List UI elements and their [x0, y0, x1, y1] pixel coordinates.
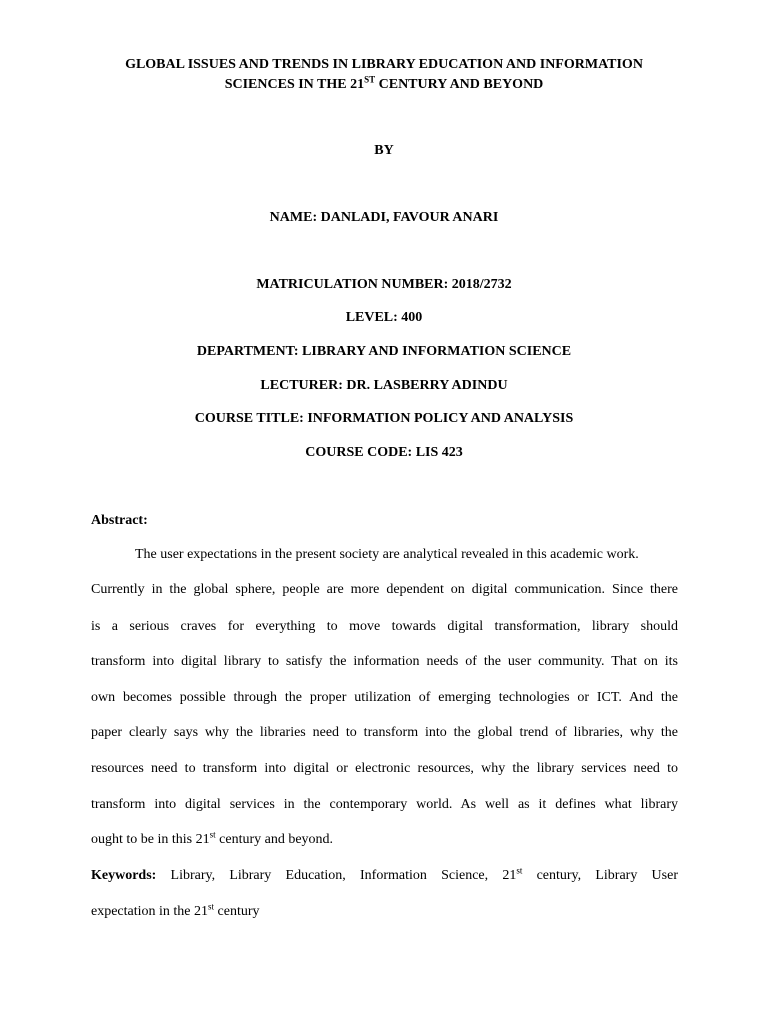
abstract-line: Currently in the global sphere, people are more dependent on digital communication. Since there: [91, 582, 678, 597]
keywords-line: [91, 866, 678, 886]
level: LEVEL: 400: [345, 310, 423, 325]
abstract-last-tail: century and beyond.: [215, 832, 334, 847]
lecturer: LECTURER: DR. LASBERRY ADINDU: [260, 378, 508, 393]
keywords-line-2-text: expectation in the 21: [91, 904, 209, 919]
abstract-heading: Abstract:: [91, 513, 148, 528]
title-line-2-tail: CENTURY AND BEYOND: [375, 77, 544, 92]
keywords-text: Library, Library Education, Information Science, 21: [156, 868, 517, 883]
keywords-line-2: [91, 902, 678, 922]
document-title: [0, 55, 768, 95]
abstract-line: own becomes possible through the proper utilization of emerging technologies or ICT. And the: [91, 690, 678, 705]
by-label: BY: [374, 143, 394, 158]
course-title: COURSE TITLE: INFORMATION POLICY AND ANALYSIS: [194, 411, 574, 426]
keywords-label: Keywords:: [91, 868, 157, 883]
title-superscript: ST: [364, 74, 376, 85]
keywords-superscript: st: [516, 865, 523, 876]
title-line-1: GLOBAL ISSUES AND TRENDS IN LIBRARY EDUCATION AND INFORMATION: [125, 57, 643, 72]
abstract-superscript: st: [209, 829, 216, 840]
abstract-line: resources need to transform into digital or electronic resources, why the library services need to: [91, 761, 678, 776]
abstract-line: is a serious craves for everything to move towards digital transformation, library should: [91, 619, 678, 634]
abstract-last-line: [91, 830, 678, 850]
keywords-line-2-tail: century: [214, 904, 260, 919]
student-name: NAME: DANLADI, FAVOUR ANARI: [269, 210, 499, 225]
abstract-line: transform into digital library to satisfy the information needs of the user community. That on its: [91, 654, 678, 669]
abstract-line: transform into digital services in the contemporary world. As well as it defines what library: [91, 797, 678, 812]
course-code: COURSE CODE: LIS 423: [305, 445, 463, 460]
keywords-tail: century, Library User: [522, 868, 678, 883]
abstract-line: The user expectations in the present society are analytical revealed in this academic work.: [135, 547, 639, 562]
abstract-line: paper clearly says why the libraries need to transform into the global trend of libraries, why the: [91, 725, 678, 740]
title-line-2: [0, 75, 768, 95]
title-line-2-text: SCIENCES IN THE 21: [224, 77, 365, 92]
department: DEPARTMENT: LIBRARY AND INFORMATION SCIENCE: [196, 344, 572, 359]
keywords-line-2-superscript: st: [208, 901, 215, 912]
matriculation-number: MATRICULATION NUMBER: 2018/2732: [256, 277, 512, 292]
abstract-last-text: ought to be in this 21: [91, 832, 210, 847]
